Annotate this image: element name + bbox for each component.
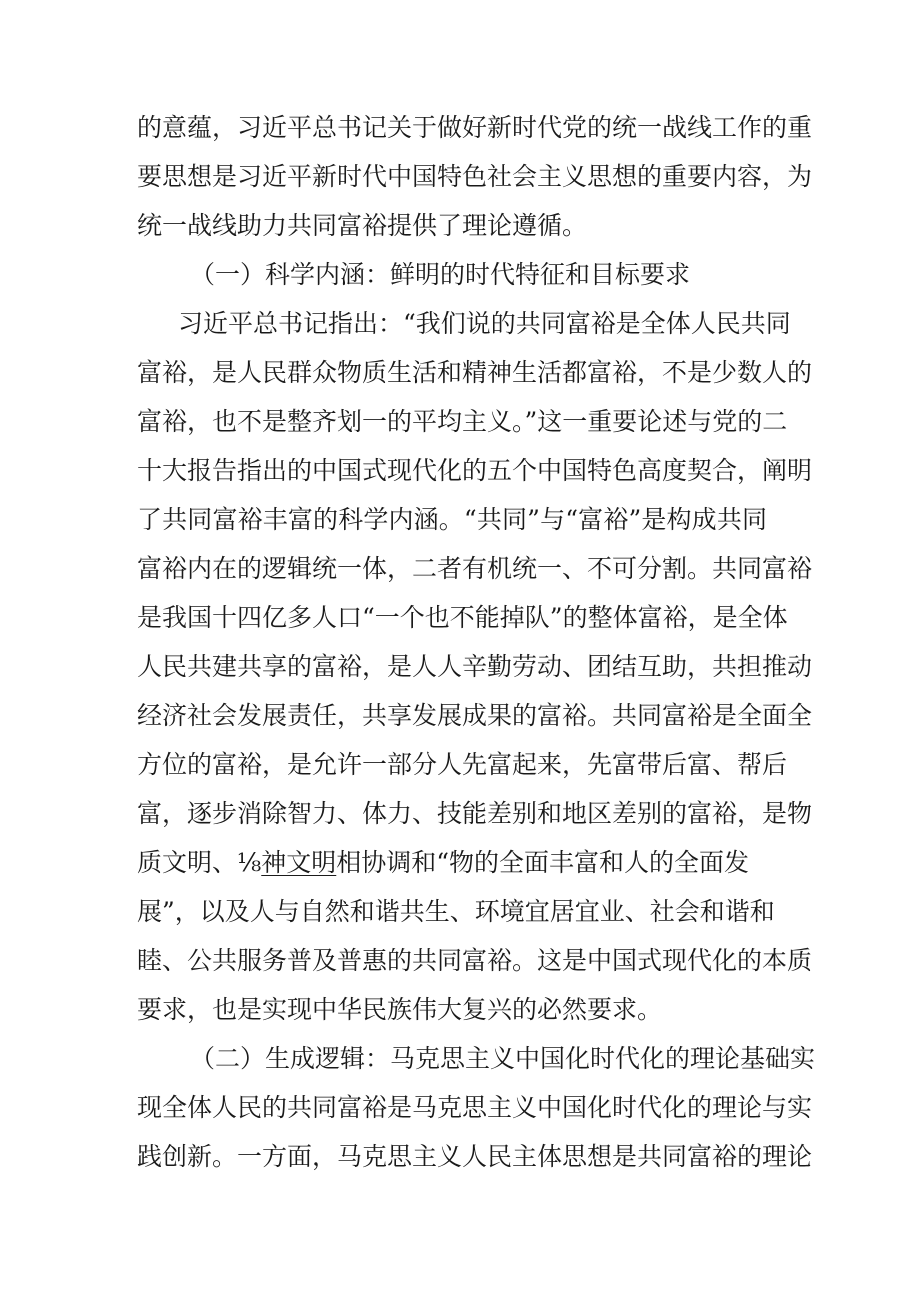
line-12-before: 质文明、: [137, 848, 238, 877]
section-1-line-3: 富裕，也不是整齐划一的平均主义。”这一重要论述与党的二: [137, 407, 788, 436]
section-1-line-10: 方位的富裕，是允许一部分人先富起来，先富带后富、帮后: [137, 750, 788, 779]
section-1-line-15: 要求，也是实现中华民族伟大复兴的必然要求。: [137, 995, 663, 1024]
section-2-line-2: 践创新。一方面，马克思主义人民主体思想是共同富裕的理论: [137, 1142, 813, 1171]
intro-line-1: 的意蕴，习近平总书记关于做好新时代党的统一战线工作的重: [137, 113, 813, 142]
intro-line-2: 要思想是习近平新时代中国特色社会主义思想的重要内容，为: [137, 162, 813, 191]
section-2-heading: （二）生成逻辑：马克思主义中国化时代化的理论基础实: [190, 1044, 816, 1073]
line-12-underlined: 神文明: [261, 848, 337, 877]
section-1-line-2: 富裕，是人民群众物质生活和精神生活都富裕，不是少数人的: [137, 358, 813, 387]
section-2-line-1: 现全体人民的共同富裕是马克思主义中国化时代化的理论与实: [137, 1093, 813, 1122]
line-12-glyph: ⅛: [237, 848, 262, 877]
section-1-line-4: 十大报告指出的中国式现代化的五个中国特色高度契合，阐明: [137, 456, 813, 485]
section-1-line-5: 了共同富裕丰富的科学内涵。“共同”与“富裕”是构成共同: [137, 505, 767, 534]
section-1-line-6: 富裕内在的逻辑统一体，二者有机统一、不可分割。共同富裕: [137, 554, 813, 583]
section-1-line-13: 展”，以及人与自然和谐共生、环境宜居宜业、社会和谐和: [137, 897, 775, 926]
section-1-line-12: [137, 840, 767, 886]
section-1-line-1: 习近平总书记指出：“我们说的共同富裕是全体人民共同: [178, 309, 791, 338]
section-1-line-11: 富，逐步消除智力、体力、技能差别和地区差别的富裕，是物: [137, 799, 813, 828]
line-12-after: 相协调和“物的全面丰富和人的全面发: [336, 848, 750, 877]
section-1-heading: （一）科学内涵：鲜明的时代特征和目标要求: [190, 260, 691, 289]
section-1-line-9: 经济社会发展责任，共享发展成果的富裕。共同富裕是全面全: [137, 701, 813, 730]
section-1-line-7: 是我国十四亿多人口“一个也不能掉队”的整体富裕，是全体: [137, 603, 788, 632]
section-1-line-14: 睦、公共服务普及普惠的共同富裕。这是中国式现代化的本质: [137, 946, 813, 975]
intro-line-3: 统一战线助力共同富裕提供了理论遵循。: [137, 211, 588, 240]
section-1-line-8: 人民共建共享的富裕，是人人辛勤劳动、团结互助，共担推动: [137, 652, 813, 681]
